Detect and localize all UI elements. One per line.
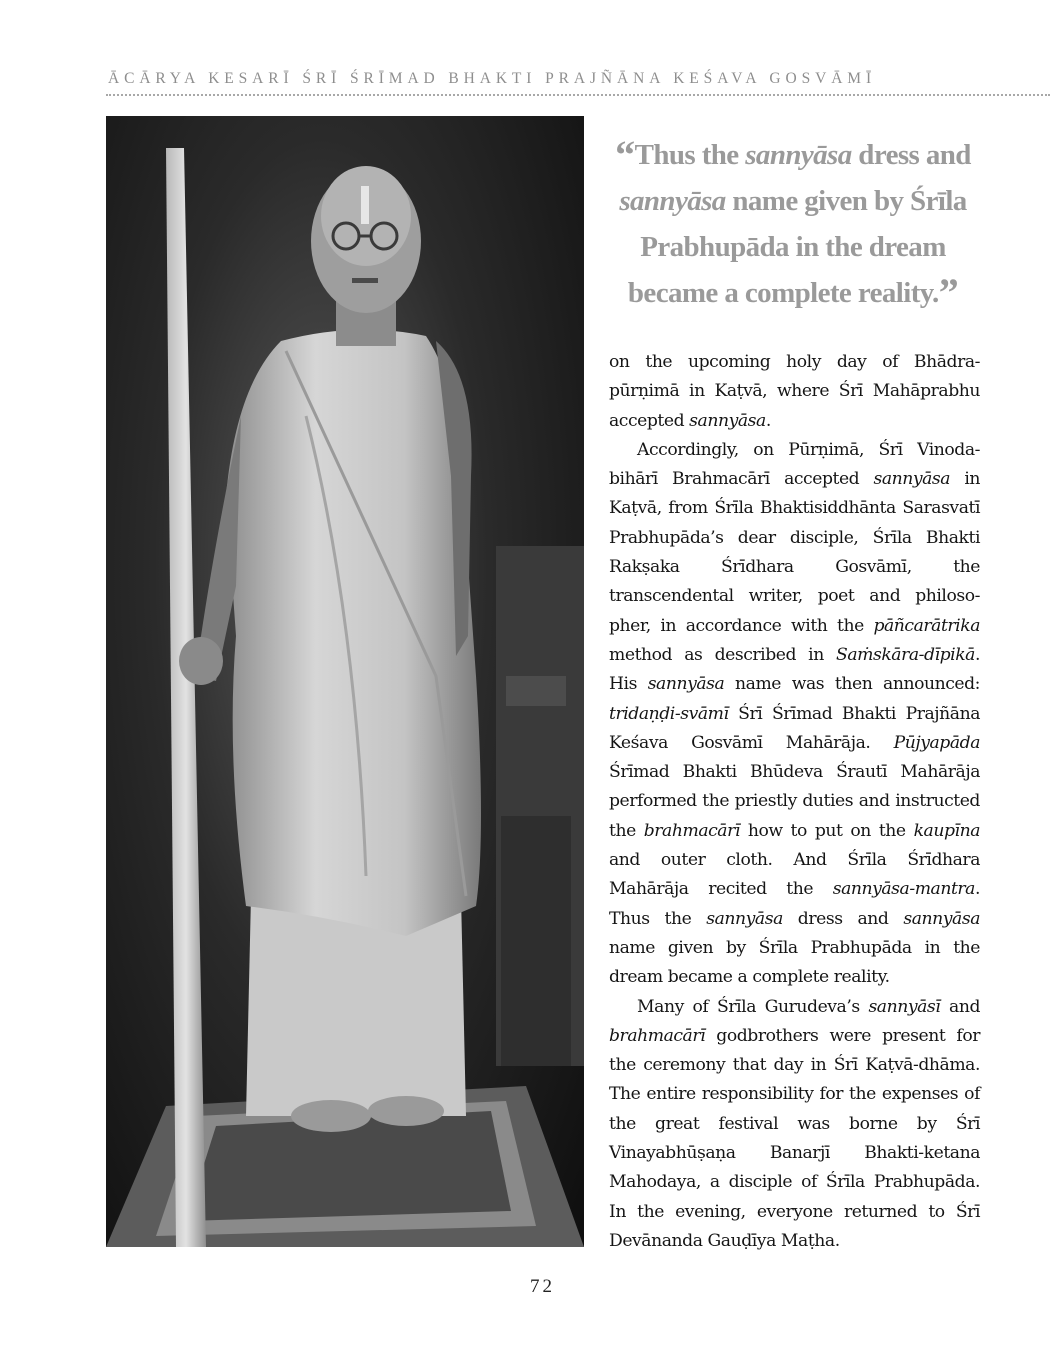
italic-term: brahmacārī — [609, 1025, 706, 1046]
italic-term: Pūjyapāda — [893, 732, 980, 753]
text-run: dress and — [851, 139, 971, 171]
text-run: dress and — [782, 908, 904, 929]
text-run: godbrothers were present for the ceremony that day in Śrī Kaṭvā-dhāma. The entire responsibility for the expenses of the great festival was borne by Śrī Vinayabhūṣaṇa Banarjī Bhakti-ketana Mahodaya, a disciple of Śrīla Prabhupāda. In the evening, everyone returned to Śrī Devānanda Gauḍīya Maṭha. — [609, 1025, 980, 1251]
robe — [226, 330, 481, 936]
hand — [179, 637, 223, 685]
text-run: name given by Śrīla Prabhupāda in the dream became a complete reality. — [627, 185, 967, 309]
italic-term: sannyāsa-mantra — [832, 879, 975, 900]
paragraph — [609, 436, 980, 993]
italic-term: Saṁskāra-dīpikā — [836, 644, 975, 665]
italic-term: sannyāsī — [868, 996, 941, 1017]
italic-term: brahmacārī — [643, 820, 740, 841]
running-head: ĀCĀRYA KESARĪ ŚRĪ ŚRĪMAD BHAKTI PRAJÑĀNA KEŚAVA GOSVĀMĪ — [108, 70, 877, 87]
italic-term: sannyāsa — [647, 674, 725, 695]
italic-term: kaupīna — [913, 820, 980, 841]
text-run: . Thus the — [609, 879, 980, 929]
text-run: in Kaṭvā, from Śrīla Bhaktisiddhānta Sarasvatī Prabhupāda’s dear disciple, Śrīla Bhakti Rakṣaka Śrīdhara Gosvāmī, the transcendental writer, poet and philoso-pher, in accordance with the — [609, 469, 980, 636]
text-run: Śrī Śrīmad Bhakti Prajñāna Keśava Gosvāmī Mahārāja. — [609, 703, 980, 753]
italic-term: sannyāsa — [706, 908, 783, 929]
photo-illustration — [106, 116, 584, 1247]
staff — [166, 148, 206, 1247]
text-run: . His — [609, 644, 980, 695]
body-text — [609, 348, 980, 1256]
close-quote-mark: ” — [938, 270, 959, 315]
text-run: on the upcoming holy day of Bhādra-pūrṇimā in Kaṭvā, where Śrī Mahāprabhu accepted — [609, 352, 980, 431]
text-run: Accordingly, on Pūrṇimā, Śrī Vinoda-bihārī Brahmacārī accepted — [609, 439, 980, 490]
text-run: name given by Śrīla Prabhupāda in the dream became a complete reality. — [609, 937, 980, 988]
text-run: . — [765, 410, 771, 431]
text-run: and — [940, 996, 981, 1017]
italic-term: sannyāsa — [745, 139, 852, 171]
text-run: and outer cloth. And Śrīla Śrīdhara Mahārāja recited the — [609, 850, 980, 900]
text-run: how to put on the — [739, 820, 914, 841]
feet — [291, 1100, 371, 1132]
text-run: name was then announced: — [724, 674, 980, 695]
pull-quote — [606, 132, 980, 316]
italic-term: sannyāsa — [873, 469, 951, 490]
text-run: Śrīmad Bhakti Bhūdeva Śrautī Mahārāja performed the priestly duties and instructed the — [609, 762, 980, 841]
paragraph — [609, 993, 980, 1257]
header-dotted-rule — [106, 94, 1050, 96]
italic-term: tridaṇḍi-svāmī — [609, 703, 729, 724]
italic-term: sannyāsa — [903, 908, 981, 929]
text-run: Thus the — [634, 139, 746, 171]
open-quote-mark: “ — [615, 132, 635, 177]
pull-quote-text — [619, 139, 971, 309]
paragraph — [609, 348, 980, 436]
photograph — [106, 116, 584, 1247]
text-run: Many of Śrīla Gurudeva’s — [637, 996, 869, 1017]
italic-term: sannyāsa — [619, 185, 726, 217]
italic-term: sannyāsa — [689, 410, 766, 431]
text-run: method as described in — [609, 644, 836, 665]
italic-term: pāñcarātrika — [873, 615, 980, 636]
page-number: 72 — [530, 1276, 555, 1297]
